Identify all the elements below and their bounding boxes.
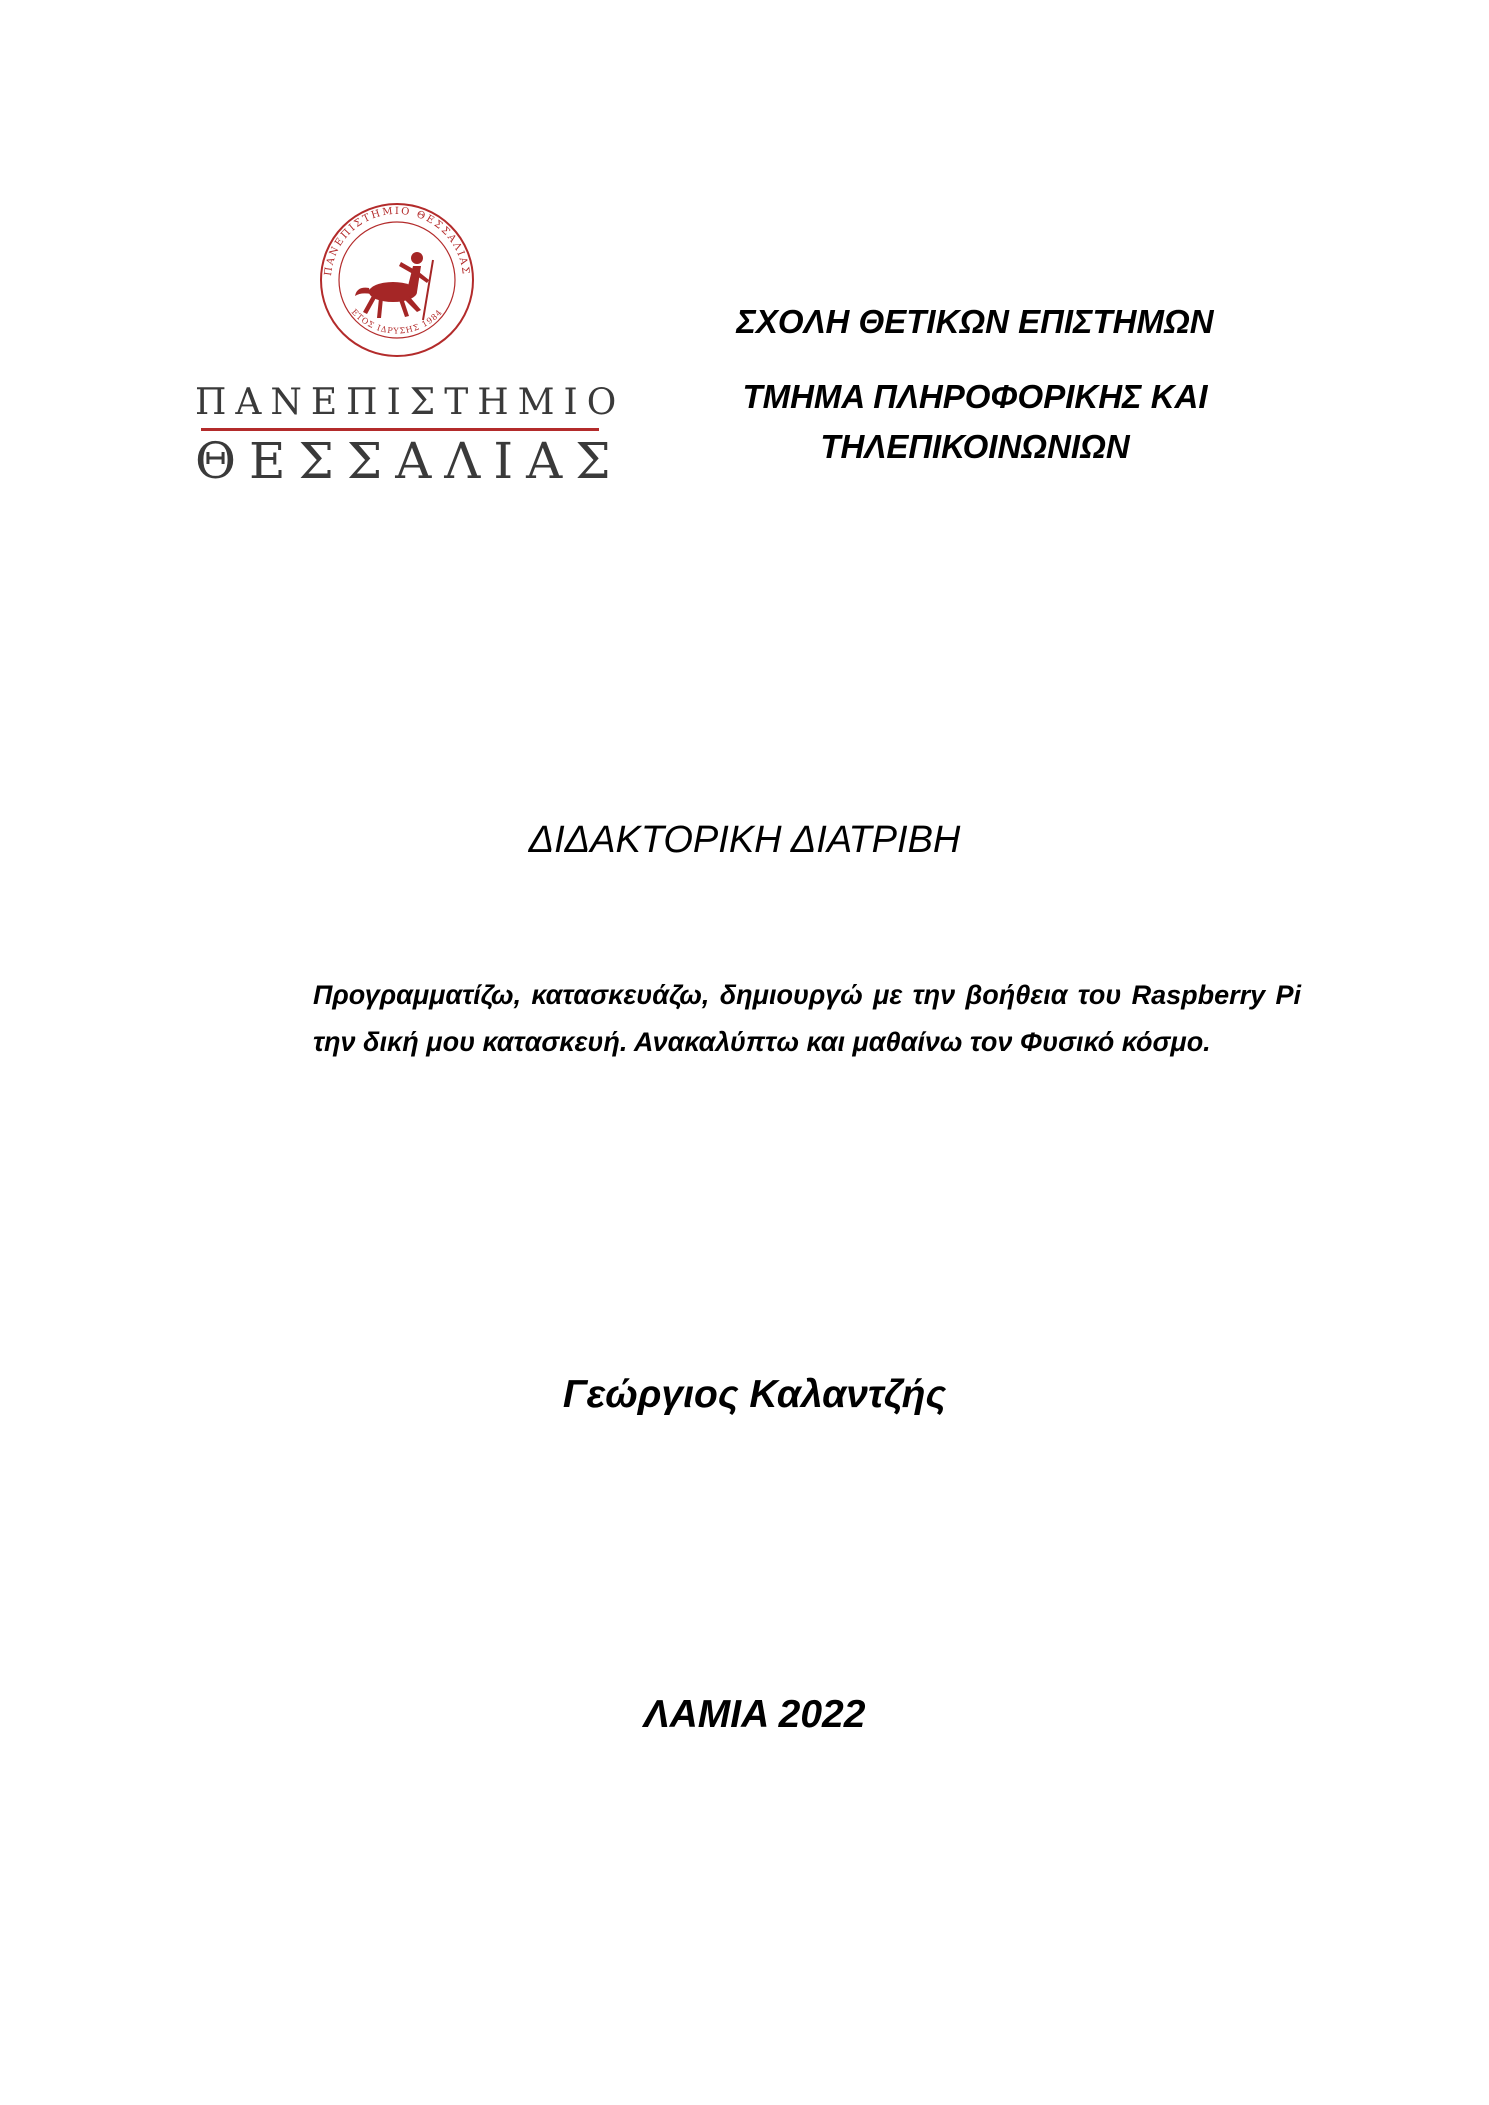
department-line2: ΤΗΛΕΠΙΚΟΙΝΩΝΙΩΝ — [820, 428, 1130, 465]
university-logo — [195, 200, 626, 490]
thesis-title: Προγραμματίζω, κατασκευάζω, δημιουργώ με την βοήθεια του Raspberry Pi την δική μου κατασκευή. Ανακαλύπτω και μαθαίνω τον Φυσικό κόσμο. — [313, 980, 1301, 1057]
logo-divider — [201, 428, 599, 431]
author-name: Γεώργιος Καλαντζής — [562, 1373, 947, 1416]
seal-bottom-text: ΕΤΟΣ ΙΔΡΥΣΗΣ 1984 — [349, 307, 445, 336]
document-type: ΔΙΔΑΚΤΟΡΙΚΗ ΔΙΑΤΡΙΒΗ — [528, 819, 961, 861]
university-name-line2: ΘΕΣΣΑΛΙΑΣ — [195, 432, 624, 490]
seal-ring-text: ΠΑΝΕΠΙΣΤΗΜΙΟ ΘΕΣΣΑΛΙΑΣ — [322, 205, 471, 277]
department-name — [680, 372, 1270, 472]
place-year: ΛΑΜΙΑ 2022 — [643, 1693, 866, 1736]
department-line1: ΤΜΗΜΑ ΠΛΗΡΟΦΟΡΙΚΗΣ ΚΑΙ — [742, 378, 1208, 415]
svg-text:ΠΑΝΕΠΙΣΤΗΜΙΟ ΘΕΣΣΑΛΙΑΣ — [323, 206, 471, 277]
centaur-seal-icon — [317, 200, 477, 360]
school-name: ΣΧΟΛΗ ΘΕΤΙΚΩΝ ΕΠΙΣΤΗΜΩΝ — [736, 303, 1214, 340]
university-name-line1: ΠΑΝΕΠΙΣΤΗΜΙΟ — [195, 382, 626, 423]
